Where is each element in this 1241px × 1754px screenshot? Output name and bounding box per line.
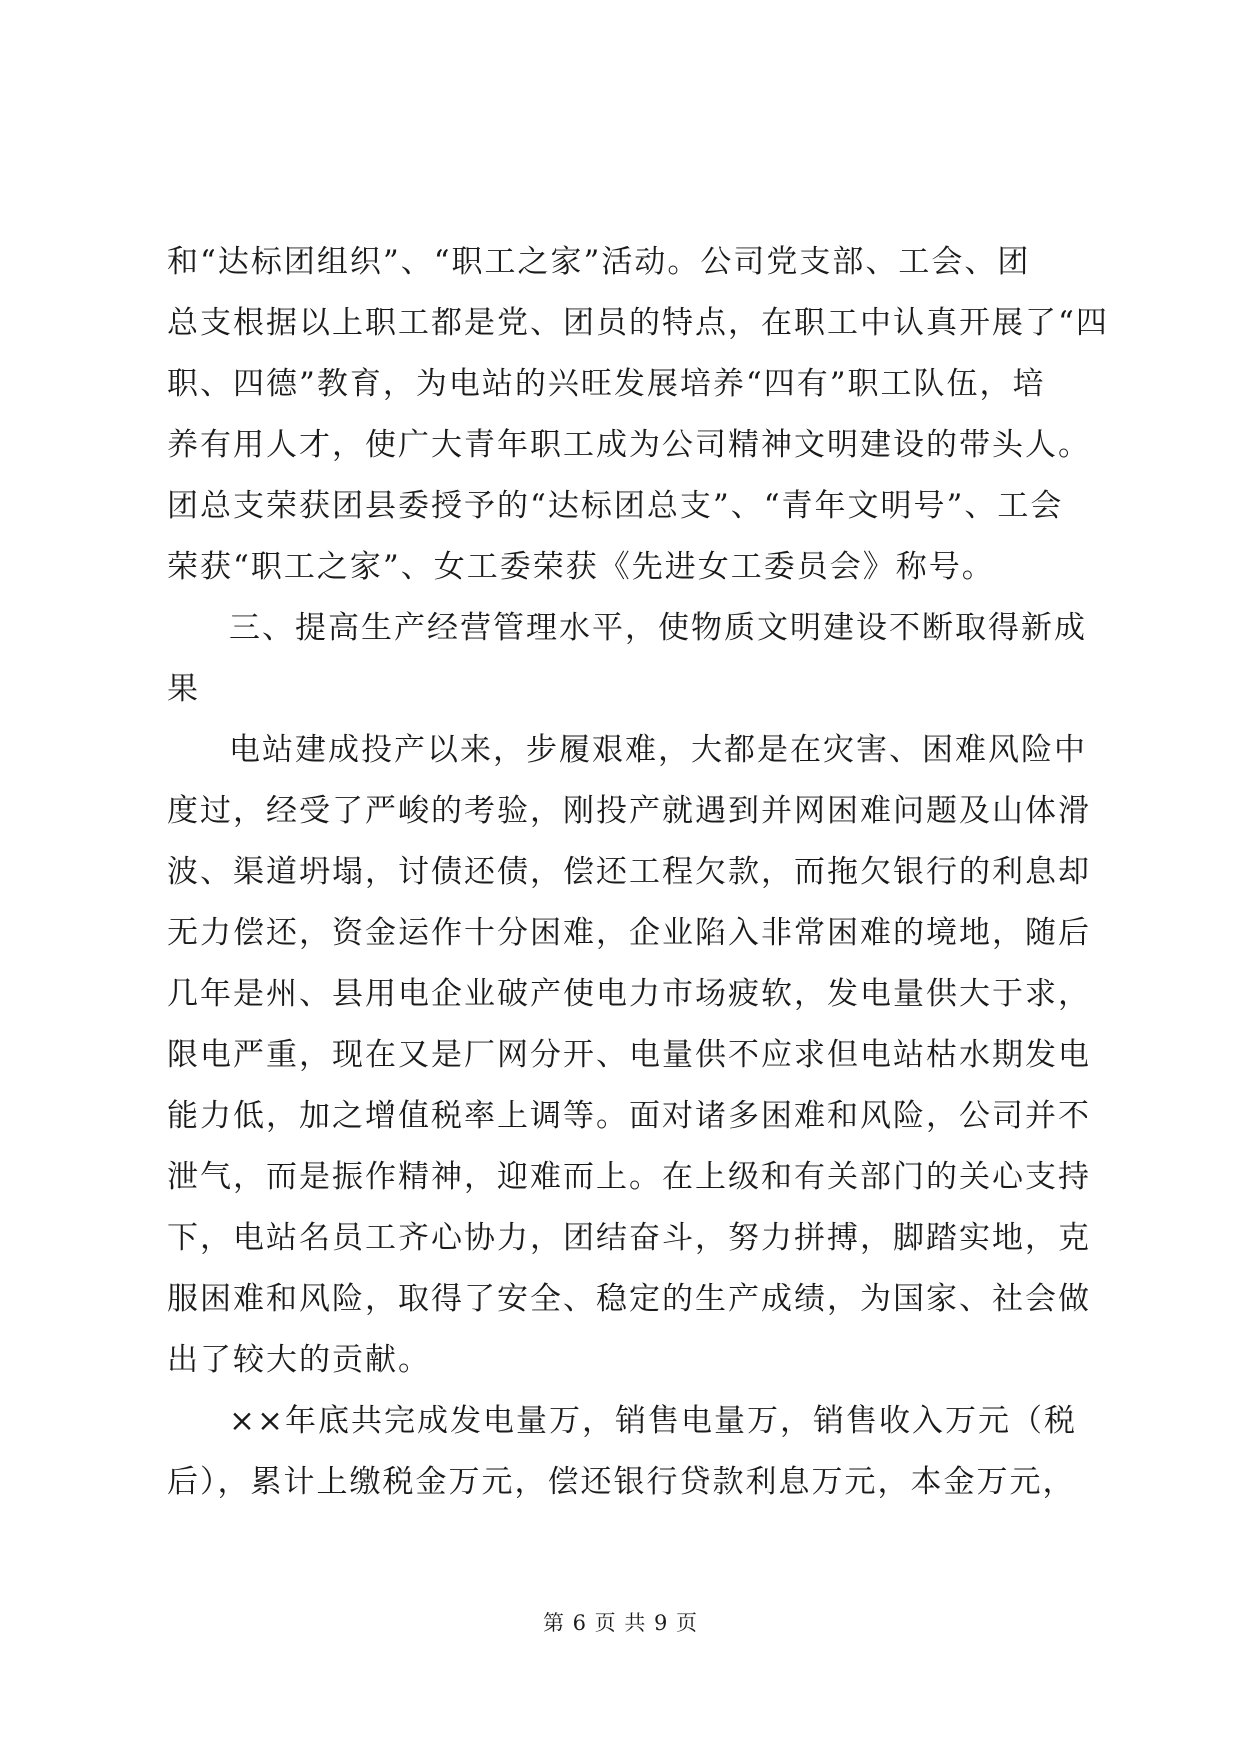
text-line: 和“达标团组织”、“职工之家”活动。公司党支部、工会、团	[167, 244, 1031, 280]
section-heading-line: 三、提高生产经营管理水平，使物质文明建设不断取得新成	[229, 610, 1087, 646]
text-line: 度过，经受了严峻的考验，刚投产就遇到并网困难问题及山体滑	[167, 793, 1091, 829]
section-heading-line: 果	[167, 671, 200, 707]
text-line: 团总支荣获团县委授予的“达标团总支”、“青年文明号”、工会	[167, 488, 1064, 524]
text-line: 后），累计上缴税金万元，偿还银行贷款利息万元，本金万元，	[167, 1464, 1076, 1500]
text-line: 波、渠道坍塌，讨债还债，偿还工程欠款，而拖欠银行的利息却	[167, 854, 1091, 890]
text-line: 总支根据以上职工都是党、团员的特点，在职工中认真开展了“四	[167, 305, 1109, 341]
text-line: ××年底共完成发电量万，销售电量万，销售收入万元（税	[229, 1403, 1077, 1439]
text-line: 出了较大的贡献。	[167, 1342, 431, 1378]
text-line: 泄气，而是振作精神，迎难而上。在上级和有关部门的关心支持	[167, 1159, 1091, 1195]
text-line: 几年是州、县用电企业破产使电力市场疲软，发电量供大于求，	[167, 976, 1091, 1012]
text-line: 荣获“职工之家”、女工委荣获《先进女工委员会》称号。	[167, 549, 995, 585]
text-line: 养有用人才，使广大青年职工成为公司精神文明建设的带头人。	[167, 427, 1091, 463]
text-line: 服困难和风险，取得了安全、稳定的生产成绩，为国家、社会做	[167, 1281, 1091, 1317]
text-line: 能力低，加之增值税率上调等。面对诸多困难和风险，公司并不	[167, 1098, 1091, 1134]
body-text	[167, 232, 1109, 1513]
text-line: 无力偿还，资金运作十分困难，企业陷入非常困难的境地，随后	[167, 915, 1091, 951]
page-number-footer: 第 6 页 共 9 页	[542, 1611, 699, 1635]
text-line: 限电严重，现在又是厂网分开、电量供不应求但电站枯水期发电	[167, 1037, 1091, 1073]
text-line: 职、四德”教育，为电站的兴旺发展培养“四有”职工队伍，培	[167, 366, 1046, 402]
text-line: 下，电站名员工齐心协力，团结奋斗，努力拼搏，脚踏实地，克	[167, 1220, 1091, 1256]
text-line: 电站建成投产以来，步履艰难，大都是在灾害、困难风险中	[229, 732, 1087, 768]
